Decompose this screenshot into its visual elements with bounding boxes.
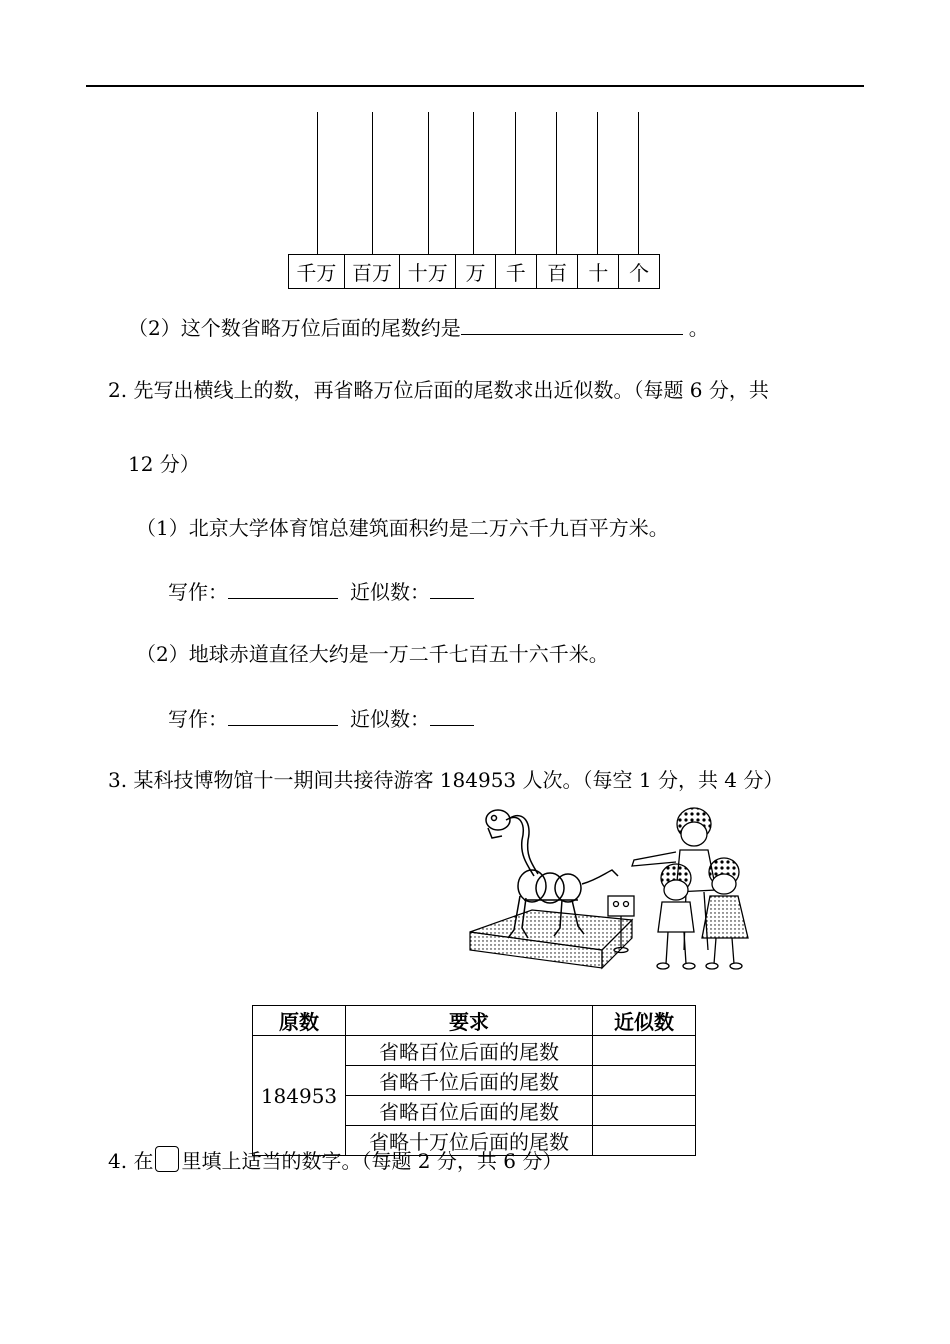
fill-box-icon <box>155 1146 179 1172</box>
boy-figure <box>657 864 695 969</box>
answer-cell[interactable] <box>593 1036 696 1066</box>
approximation-table <box>252 1005 696 1156</box>
exhibit-base <box>470 910 632 968</box>
abacus-rod <box>372 112 373 254</box>
place-label: 百 <box>537 255 579 288</box>
original-number: 184953 <box>253 1036 346 1156</box>
header-approx: 近似数 <box>593 1006 696 1036</box>
place-label: 十 <box>578 255 619 288</box>
abacus-rod <box>638 112 639 254</box>
q2-sub2-answers: 写作： 近似数： <box>168 705 474 731</box>
place-label-row <box>288 254 660 289</box>
abacus-rod <box>317 112 318 254</box>
q2-title-line1: 2. 先写出横线上的数，再省略万位后面的尾数求出近似数。（每题 6 分，共 <box>108 378 769 402</box>
requirement-cell: 省略百位后面的尾数 <box>346 1036 593 1066</box>
header-requirement: 要求 <box>346 1006 593 1036</box>
header-rule <box>86 85 864 87</box>
place-value-abacus <box>288 112 660 289</box>
place-label: 个 <box>629 261 650 285</box>
approx-blank[interactable] <box>430 578 474 599</box>
place-label: 百万 <box>345 255 401 288</box>
table-header-row <box>253 1006 696 1036</box>
requirement-cell: 省略千位后面的尾数 <box>346 1066 593 1096</box>
place-label: 万 <box>456 255 496 288</box>
q4-title: 4. 在 里填上适当的数字。（每题 2 分，共 6 分） <box>108 1146 562 1173</box>
table-row <box>253 1036 696 1066</box>
place-label: 千万 <box>289 255 345 288</box>
abacus-rod <box>515 112 516 254</box>
museum-illustration <box>462 800 760 988</box>
answer-cell[interactable] <box>593 1096 696 1126</box>
answer-cell[interactable] <box>593 1126 696 1156</box>
answer-cell[interactable] <box>593 1066 696 1096</box>
approx-blank[interactable] <box>430 705 474 726</box>
q2-sub2: （2）地球赤道直径大约是一万二千七百五十六千米。 <box>136 642 609 666</box>
write-blank[interactable] <box>228 705 338 726</box>
girl-figure <box>702 858 748 969</box>
write-blank[interactable] <box>228 578 338 599</box>
requirement-cell: 省略十万位后面的尾数 <box>346 1126 593 1156</box>
q2-sub1-answers: 写作： 近似数： <box>168 578 474 604</box>
q2-title-line2: 12 分） <box>128 452 200 476</box>
place-label: 十万 <box>400 255 456 288</box>
abacus-rod <box>473 112 474 254</box>
place-label: 千 <box>496 255 537 288</box>
abacus-rod <box>597 112 598 254</box>
q3-title: 3. 某科技博物馆十一期间共接待游客 184953 人次。（每空 1 分，共 4 分） <box>108 768 784 792</box>
requirement-cell: 省略百位后面的尾数 <box>346 1096 593 1126</box>
header-original: 原数 <box>253 1006 346 1036</box>
q1-part2: （2）这个数省略万位后面的尾数约是 。 <box>128 316 709 340</box>
abacus-rod <box>428 112 429 254</box>
answer-blank[interactable] <box>461 314 683 335</box>
abacus-rod <box>556 112 557 254</box>
q2-sub1: （1）北京大学体育馆总建筑面积约是二万六千九百平方米。 <box>136 516 669 540</box>
